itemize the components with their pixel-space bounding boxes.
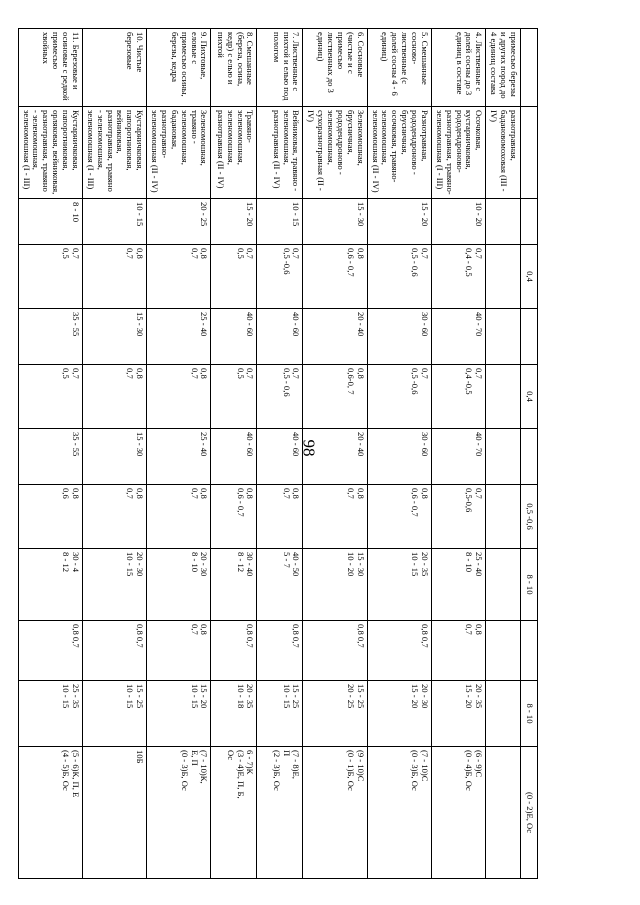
cell-line: (3 - 4)Е, П, Б, (235, 750, 246, 799)
cell-age (18, 199, 82, 245)
cell-age (257, 199, 303, 245)
page-number: 98 (299, 439, 319, 457)
cell-line: 8 - 10 (71, 202, 81, 223)
cell-line: 0,8 (291, 488, 302, 499)
cell-line: Зеленомошная, брусничная, рододендроново - зеленомошная, сухоразнотравная (II - IV) (306, 110, 366, 191)
cell-line: 0,7 (71, 368, 81, 379)
cell-line: 0,8 (199, 624, 210, 635)
cell-d1 (257, 245, 303, 309)
cell-p3 (18, 549, 82, 621)
cell-line: 15 - 20 (199, 684, 210, 709)
cell-line: 0,6-0, 7 (345, 368, 356, 395)
cell-line: примесью березы и других пород до 4 единиц состава (489, 32, 519, 99)
cell-forest (211, 107, 257, 199)
cell-d3 (432, 485, 486, 549)
cell-p1 (211, 309, 257, 365)
cell-age (83, 199, 147, 245)
cell-line: 5. Смешанные сосново- лиственные (с долей сосны 4 - 6 единиц) (380, 32, 430, 96)
cell-line: 0,5 (61, 368, 72, 379)
cell-d3 (147, 485, 211, 549)
cell-line: 10 - 15 (410, 552, 421, 577)
cell-d3 (303, 485, 367, 549)
header-cell: 0,5 -0,6 (521, 485, 538, 549)
cell-d3 (211, 485, 257, 549)
cell-line: 0,7 (245, 248, 256, 259)
cell-group (432, 29, 486, 107)
cell-d1 (486, 245, 521, 309)
cell-line: (0 - 3)Б, Ос (410, 750, 421, 791)
cell-line: П (281, 750, 292, 757)
cell-d2 (486, 365, 521, 429)
cell-line: Разнотравная, рододендроново - брусничная, осочковая, травяно-зеленомошная, зеленомошная (II - IV) (370, 110, 430, 193)
cell-line: 0,7 (474, 368, 485, 379)
cell-comp (303, 747, 367, 879)
cell-d1 (83, 245, 147, 309)
cell-line: 20 - 30 (135, 552, 146, 577)
cell-forest (18, 107, 82, 199)
cell-line: 0,7 (291, 248, 302, 259)
cell-p1 (367, 309, 431, 365)
cell-line: 0,8 0,7 (291, 624, 302, 648)
cell-line: (6 - 9)С (474, 750, 485, 778)
cell-line: 0,5 - 0,6 (281, 368, 292, 397)
header-cell: (0 - 2)E, Oc (521, 747, 538, 879)
cell-line: 0,5 - 0,6 (410, 248, 421, 277)
cell-line: 20 - 40 (355, 432, 366, 457)
cell-group (83, 29, 147, 107)
cell-line: (7 - 10)С (420, 750, 430, 782)
cell-line: 10 - 15 (61, 684, 72, 709)
table-row (303, 29, 367, 879)
cell-forest (486, 107, 521, 199)
header-row (521, 29, 538, 879)
cell-age (147, 199, 211, 245)
cell-d4 (211, 621, 257, 681)
cell-line: (5 - 6)К, П, Е (71, 750, 81, 798)
cell-p1 (303, 309, 367, 365)
cell-p2 (211, 429, 257, 485)
cell-forest (147, 107, 211, 199)
cell-age (432, 199, 486, 245)
cell-p3 (83, 549, 147, 621)
cell-line: Кустарничковая, папоротниковая, орляковая, вейниковая, разнотравная, травяно - зеленомошная, зеленомошная (I - III) (21, 110, 81, 195)
cell-p2 (18, 429, 82, 485)
cell-line: 11. Березовые и осиновые с редкой примесью хвойных (41, 32, 81, 101)
cell-line: 0,5 -0,6 (281, 248, 292, 275)
cell-line: 0,6 - 0,7 (410, 488, 421, 517)
cell-p3 (432, 549, 486, 621)
cell-line: Зеленомошная, травяно - зеленомошная, бадановая, разнотравно-зеленомошная (II - IV) (150, 110, 210, 193)
cell-line: 0,8 (245, 488, 256, 499)
header-cell (521, 107, 538, 199)
cell-d4 (83, 621, 147, 681)
cell-group (367, 29, 431, 107)
cell-p4 (432, 681, 486, 747)
cell-line: Ос (225, 750, 236, 761)
cell-line: 20 - 35 (245, 684, 256, 709)
cell-line: 0,5 (235, 368, 246, 379)
cell-line: 10 - 15 (281, 684, 292, 709)
cell-p2 (432, 429, 486, 485)
cell-comp (367, 747, 431, 879)
cell-forest (367, 107, 431, 199)
cell-line: 0,7 (71, 248, 81, 259)
cell-line: 40 - 50 (291, 552, 302, 577)
cell-line: 0,7 (281, 488, 292, 499)
cell-line: 0,5 (61, 248, 72, 259)
cell-line: 4. Лиственные с долей сосны до 3 единиц в составе (454, 32, 485, 96)
cell-line: (2 - 3)Б, Ос (271, 750, 282, 791)
header-cell (521, 429, 538, 485)
cell-comp (486, 747, 521, 879)
cell-line: 0,7 (189, 248, 200, 259)
cell-line: 0,8 0,7 (245, 624, 256, 648)
cell-p4 (147, 681, 211, 747)
header-cell (521, 621, 538, 681)
cell-line: 10 - 15 (189, 684, 200, 709)
cell-line: 10. Чистые березовые (125, 32, 146, 73)
cell-p4 (83, 681, 147, 747)
cell-line: 0,8 0,7 (135, 624, 146, 648)
cell-line: 15 - 25 (355, 684, 366, 709)
cell-p4 (18, 681, 82, 747)
cell-line: разнотравная, бадановомоховая (III - IV) (489, 110, 519, 192)
cell-line: 40 - 60 (291, 432, 302, 457)
cell-p1 (18, 309, 82, 365)
cell-line: Кустарничковая, папоротниковая, вейниковая, разнотравная, травяно - зеленомошная, зеленомошная (I - III) (85, 110, 146, 192)
cell-line: 30 - 60 (420, 312, 430, 337)
header-cell (521, 309, 538, 365)
cell-age (303, 199, 367, 245)
cell-p4 (257, 681, 303, 747)
cell-comp (83, 747, 147, 879)
cell-line: 6. Сосновые (чистые и с примесью лиственных до 3 единиц) (316, 32, 366, 93)
cell-line: 10Б (135, 750, 146, 764)
cell-p3 (211, 549, 257, 621)
table-row (18, 29, 82, 879)
cell-line: 15 - 25 (291, 684, 302, 709)
cell-line: 0,7 (189, 624, 200, 635)
cell-line: Е, П (189, 750, 200, 766)
cell-d1 (432, 245, 486, 309)
cell-line: 20 - 30 (420, 684, 430, 709)
cell-p2 (83, 429, 147, 485)
cell-line: 0,7 (189, 488, 200, 499)
cell-line: 10 - 15 (291, 202, 302, 227)
cell-d1 (18, 245, 82, 309)
cell-age (367, 199, 431, 245)
cell-comp (432, 747, 486, 879)
cell-line: 25 - 40 (199, 432, 210, 457)
cell-line: 0,8 (135, 368, 146, 379)
cell-line: 20 - 35 (474, 684, 485, 709)
cell-line: 20 - 40 (355, 312, 366, 337)
cell-line: 5 - 7 (281, 552, 292, 568)
cell-line: 0,6 (61, 488, 72, 499)
cell-d2 (303, 365, 367, 429)
table-row (211, 29, 257, 879)
cell-p3 (367, 549, 431, 621)
cell-p3 (147, 549, 211, 621)
cell-d3 (257, 485, 303, 549)
cell-d3 (83, 485, 147, 549)
header-cell: 8 - 10 (521, 681, 538, 747)
cell-d1 (303, 245, 367, 309)
cell-line: 8. Смешанные (береза, осина, кедр) с елью и пихтой (215, 32, 256, 87)
cell-p1 (486, 309, 521, 365)
cell-p3 (486, 549, 521, 621)
cell-d4 (18, 621, 82, 681)
cell-line: 15 - 30 (355, 202, 366, 227)
cell-p3 (303, 549, 367, 621)
table-row (367, 29, 431, 879)
cell-line: 40 - 60 (245, 312, 256, 337)
cell-d3 (486, 485, 521, 549)
cell-line: 20 - 30 (199, 552, 210, 577)
cell-group (147, 29, 211, 107)
cell-line: 0,6 - 0,7 (235, 488, 246, 517)
cell-forest (432, 107, 486, 199)
cell-group (211, 29, 257, 107)
cell-line: 0,7 (345, 488, 356, 499)
header-cell: 8 - 10 (521, 549, 538, 621)
cell-line: 8 - 12 (235, 552, 246, 573)
header-cell: 0,4 (521, 245, 538, 309)
cell-line: 35 - 55 (71, 432, 81, 457)
cell-p1 (147, 309, 211, 365)
cell-line: 0,8 (355, 368, 366, 379)
cell-line: 40 - 60 (245, 432, 256, 457)
cell-p1 (83, 309, 147, 365)
cell-line: (7 - 10)К, (199, 750, 210, 784)
cell-d4 (486, 621, 521, 681)
cell-p1 (432, 309, 486, 365)
cell-p1 (257, 309, 303, 365)
cell-p3 (257, 549, 303, 621)
cell-line: 30 - 4 (71, 552, 81, 573)
cell-p2 (257, 429, 303, 485)
cell-line: 0,5 -0,6 (410, 368, 421, 395)
cell-p2 (367, 429, 431, 485)
cell-line: 0,5 (235, 248, 246, 259)
cell-d2 (18, 365, 82, 429)
cell-line: 0,7 (474, 488, 485, 499)
cell-line: 6 - 7)К (245, 750, 256, 775)
cell-line: 25 - 40 (199, 312, 210, 337)
cell-d2 (211, 365, 257, 429)
cell-comp (18, 747, 82, 879)
cell-line: 15 - 30 (355, 552, 366, 577)
cell-d4 (432, 621, 486, 681)
cell-line: (0 - 1)Б, Ос (345, 750, 356, 791)
cell-d3 (367, 485, 431, 549)
cell-line: 8 - 12 (61, 552, 72, 573)
cell-line: 10 - 15 (135, 202, 146, 227)
cell-p2 (303, 429, 367, 485)
cell-line: 9. Пихтовые, еловые с примесью осины, березы, кедра (169, 32, 210, 97)
cell-line: 30 - 60 (420, 432, 430, 457)
cell-line: 0,8 0,7 (420, 624, 430, 648)
cell-line: 0,4 -0,5 (464, 368, 475, 395)
cell-line: 15 - 20 (420, 202, 430, 227)
cell-line: Вейниковая, травяно - зеленомошная, разнотравная (II - IV) (271, 110, 302, 192)
table-row (147, 29, 211, 879)
cell-line: 30 - 40 (245, 552, 256, 577)
cell-line: 35 - 55 (71, 312, 81, 337)
cell-line: 0,6 - 0,7 (345, 248, 356, 277)
cell-line: 10 - 15 (125, 552, 136, 577)
cell-d1 (147, 245, 211, 309)
cell-line: 10 - 18 (235, 684, 246, 709)
cell-line: 0,7 (189, 368, 200, 379)
rotated-table-frame (21, 28, 538, 878)
cell-d2 (147, 365, 211, 429)
cell-line: 10 - 20 (345, 552, 356, 577)
cell-d4 (303, 621, 367, 681)
header-cell (521, 29, 538, 107)
cell-line: 0,8 (71, 488, 81, 499)
table-row (83, 29, 147, 879)
cell-comp (147, 747, 211, 879)
cell-line: 0,7 (125, 248, 136, 259)
cell-d1 (211, 245, 257, 309)
cell-p2 (147, 429, 211, 485)
cell-line: 0,8 (199, 488, 210, 499)
cell-line: 8 - 10 (189, 552, 200, 573)
cell-line: 0,8 (355, 248, 366, 259)
cell-comp (211, 747, 257, 879)
cell-line: 0,8 (135, 248, 146, 259)
cell-line: 0,7 (420, 248, 430, 259)
cell-group (303, 29, 367, 107)
cell-line: 10 - 20 (474, 202, 485, 227)
table-row (432, 29, 486, 879)
cell-line: (0 - 3)Б, Ос (179, 750, 190, 791)
cell-line: 0,8 (199, 368, 210, 379)
cell-p4 (486, 681, 521, 747)
cell-line: 0,7 (420, 368, 430, 379)
cell-group (486, 29, 521, 107)
cell-p2 (486, 429, 521, 485)
cell-line: 0,7 (125, 488, 136, 499)
cell-age (211, 199, 257, 245)
cell-line: 40 - 60 (291, 312, 302, 337)
cell-d2 (367, 365, 431, 429)
cell-line: 0,8 (420, 488, 430, 499)
cell-p4 (367, 681, 431, 747)
cell-forest (83, 107, 147, 199)
table-body (18, 29, 537, 879)
cell-line: 0,7 (125, 368, 136, 379)
cell-group (18, 29, 82, 107)
cell-line: 8 - 10 (464, 552, 475, 573)
forestry-table (18, 28, 538, 879)
cell-line: 0,4 - 0,5 (464, 248, 475, 277)
cell-line: Травяно-зеленомошная, зеленомошная, разнотравная (II - IV) (215, 110, 256, 189)
cell-group (257, 29, 303, 107)
cell-d2 (83, 365, 147, 429)
header-cell: 0,4 (521, 365, 538, 429)
cell-line: 15 - 30 (135, 432, 146, 457)
cell-forest (257, 107, 303, 199)
cell-line: 0,8 (355, 488, 366, 499)
cell-line: 40 - 70 (474, 312, 485, 337)
cell-line: 20 - 35 (420, 552, 430, 577)
cell-line: 0,7 (245, 368, 256, 379)
cell-d4 (147, 621, 211, 681)
cell-line: 40 - 70 (474, 432, 485, 457)
cell-line: 25 - 40 (474, 552, 485, 577)
cell-line: 0,8 (199, 248, 210, 259)
cell-d4 (257, 621, 303, 681)
cell-line: 0,7 (291, 368, 302, 379)
cell-line: 20 - 25 (345, 684, 356, 709)
cell-d4 (367, 621, 431, 681)
cell-line: 15 - 20 (245, 202, 256, 227)
cell-p4 (211, 681, 257, 747)
cell-d2 (432, 365, 486, 429)
cell-line: (0 - 4)Б, Ос (464, 750, 475, 791)
cell-line: (7 - 8)Е, (291, 750, 302, 779)
cell-line: 0,8 0,7 (71, 624, 81, 648)
cell-line: 25 - 35 (71, 684, 81, 709)
cell-line: (4 - 5)Б, Ос (61, 750, 72, 791)
cell-line: (9 - 10)С (355, 750, 366, 782)
cell-d3 (18, 485, 82, 549)
cell-line: Осочковая, кустарничковая, рододендроново-разнотравная, травяно-зеленомошная (I - III) (434, 110, 485, 195)
cell-line: 10 - 15 (125, 684, 136, 709)
cell-line: 0,8 (135, 488, 146, 499)
cell-line: 15 - 25 (135, 684, 146, 709)
cell-comp (257, 747, 303, 879)
table-row (486, 29, 521, 879)
cell-d1 (367, 245, 431, 309)
cell-line: 0,7 (474, 248, 485, 259)
cell-p4 (303, 681, 367, 747)
cell-line: 15 - 20 (464, 684, 475, 709)
cell-d2 (257, 365, 303, 429)
cell-line: 7. Лиственные с пихтой и елью под пологом (271, 32, 302, 101)
cell-forest (303, 107, 367, 199)
cell-line: 20 - 25 (199, 202, 210, 227)
cell-age (486, 199, 521, 245)
cell-line: 0,8 0,7 (355, 624, 366, 648)
cell-line: 15 - 30 (135, 312, 146, 337)
cell-line: 0,7 (464, 624, 475, 635)
table-row (257, 29, 303, 879)
cell-line: 0,5-0,6 (464, 488, 475, 513)
header-cell (521, 199, 538, 245)
cell-line: 15 - 20 (410, 684, 421, 709)
cell-line: 0,8 (474, 624, 485, 635)
